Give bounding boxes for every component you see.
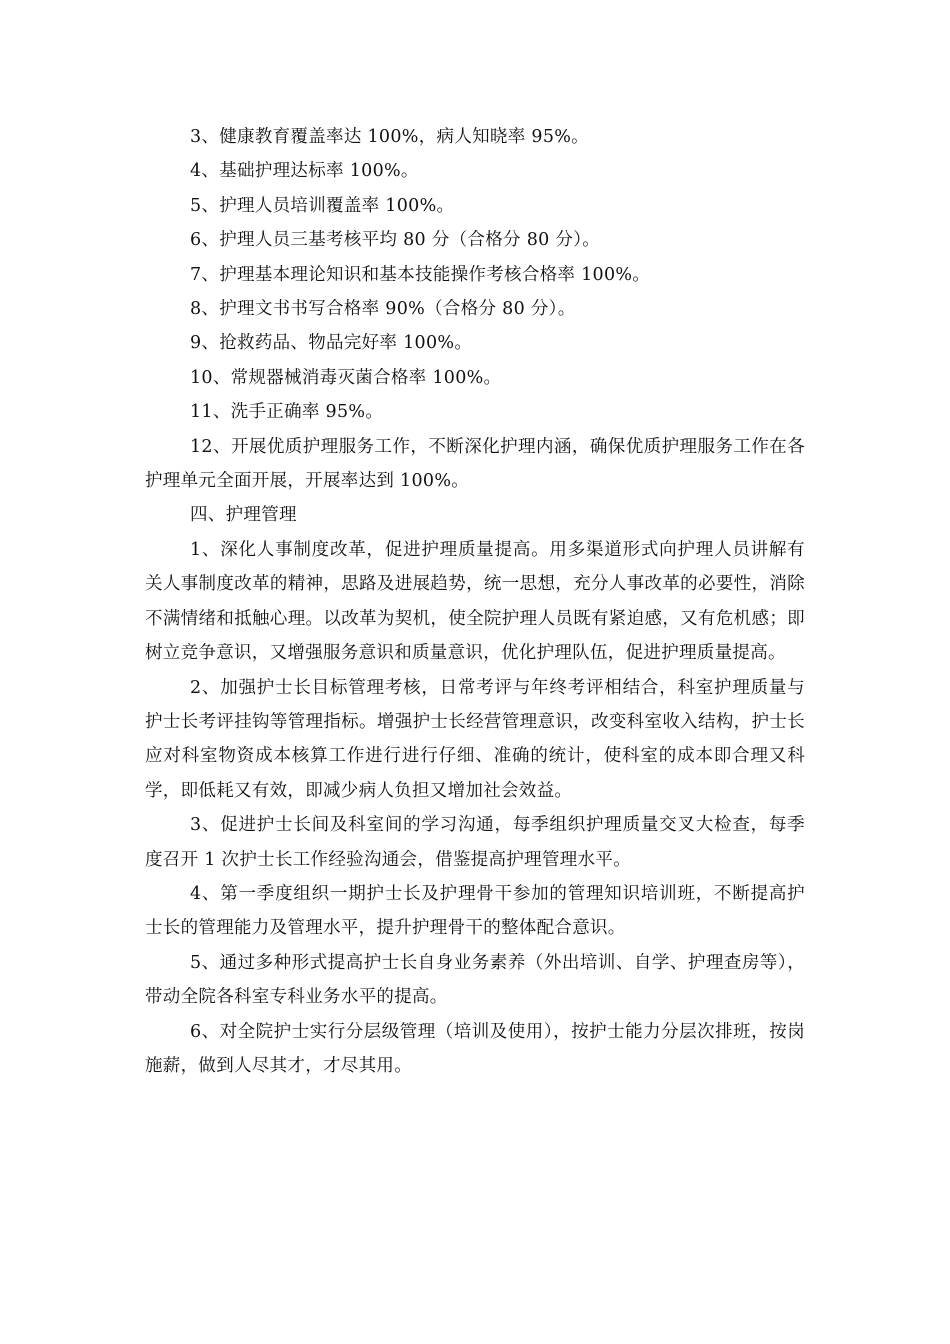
management-item-5: 5、通过多种形式提高护士长自身业务素养（外出培训、自学、护理查房等），带动全院各科室专科业务水平的提高。 <box>145 952 805 1008</box>
list-item-11: 11、洗手正确率 95%。 <box>190 402 384 423</box>
list-item-5: 5、护理人员培训覆盖率 100%。 <box>190 195 455 216</box>
section-heading: 四、护理管理 <box>190 505 297 526</box>
list-item-9: 9、抢救药品、物品完好率 100%。 <box>190 333 473 354</box>
list-item-12: 12、开展优质护理服务工作，不断深化护理内涵，确保优质护理服务工作在各护理单元全面开展，开展率达到 100%。 <box>145 436 805 492</box>
list-item-7: 7、护理基本理论知识和基本技能操作考核合格率 100%。 <box>190 264 651 285</box>
list-item-8: 8、护理文书书写合格率 90%（合格分 80 分）。 <box>190 299 576 320</box>
list-item-10: 10、常规器械消毒灭菌合格率 100%。 <box>190 367 502 388</box>
list-item-4: 4、基础护理达标率 100%。 <box>190 161 419 182</box>
management-item-2: 2、加强护士长目标管理考核，日常考评与年终考评相结合，科室护理质量与护士长考评挂钩等管理指标。增强护士长经营管理意识，改变科室收入结构，护士长应对科室物资成本核算工作进行进行仔细、准确的统计，使科室的成本即合理又科学，即低耗又有效，即减少病人负担又增加社会效益。 <box>145 677 805 801</box>
list-item-6: 6、护理人员三基考核平均 80 分（合格分 80 分）。 <box>190 230 601 251</box>
management-item-4: 4、第一季度组织一期护士长及护理骨干参加的管理知识培训班，不断提高护士长的管理能力及管理水平，提升护理骨干的整体配合意识。 <box>145 883 805 939</box>
management-item-3: 3、促进护士长间及科室间的学习沟通，每季组织护理质量交叉大检查，每季度召开 1 次护士长工作经验沟通会，借鉴提高护理管理水平。 <box>145 815 805 870</box>
management-item-6: 6、对全院护士实行分层级管理（培训及使用），按护士能力分层次排班，按岗施薪，做到人尽其才，才尽其用。 <box>145 1021 805 1076</box>
document-body <box>145 120 805 1083</box>
list-item-3: 3、健康教育覆盖率达 100%，病人知晓率 95%。 <box>190 127 589 147</box>
management-item-1: 1、深化人事制度改革，促进护理质量提高。用多渠道形式向护理人员讲解有关人事制度改革的精神，思路及进展趋势，统一思想，充分人事改革的必要性，消除不满情绪和抵触心理。以改革为契机，使全院护理人员既有紧迫感，又有危机感；即树立竞争意识，又增强服务意识和质量意识，优化护理队伍，促进护理质量提高。 <box>145 539 805 664</box>
